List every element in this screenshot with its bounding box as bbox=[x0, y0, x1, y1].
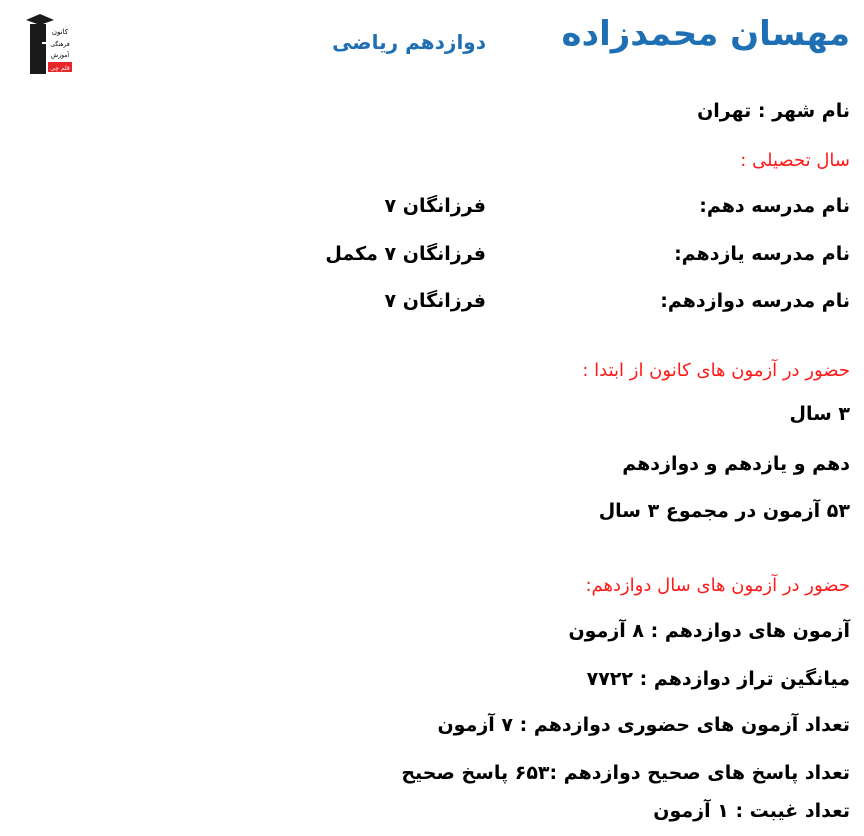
kanoon-history-heading: حضور در آزمون های کانون از ابتدا : bbox=[582, 360, 850, 381]
city-line: نام شهر : تهران bbox=[697, 100, 850, 122]
grade12-avg-taraz: میانگین تراز دوازدهم : ۷۷۲۲ bbox=[586, 668, 850, 690]
school-11-value: فرزانگان ۷ مکمل bbox=[325, 243, 486, 265]
graduate-logo-icon bbox=[24, 12, 74, 78]
grade12-exams: آزمون های دوازدهم : ۸ آزمون bbox=[568, 620, 850, 642]
kanoon-logo bbox=[24, 12, 74, 78]
logo-line2: فرهنگی bbox=[50, 41, 70, 48]
school-10-label: نام مدرسه دهم: bbox=[699, 195, 850, 217]
kanoon-grades: دهم و یازدهم و دوازدهم bbox=[622, 453, 850, 475]
kanoon-total: ۵۳ آزمون در مجموع ۳ سال bbox=[598, 500, 850, 522]
student-name: مهسان محمدزاده bbox=[561, 14, 850, 54]
school-12-label: نام مدرسه دوازدهم: bbox=[660, 290, 850, 312]
grade12-heading: حضور در آزمون های سال دوازدهم: bbox=[585, 575, 850, 596]
logo-line1: کانون bbox=[51, 28, 69, 36]
grade12-correct: تعداد پاسخ های صحیح دوازدهم :۶۵۳ پاسخ صحیح bbox=[401, 762, 850, 784]
school-11-label: نام مدرسه یازدهم: bbox=[674, 243, 850, 265]
logo-badge: قلم چی bbox=[50, 65, 70, 72]
grade12-in-person: تعداد آزمون های حضوری دوازدهم : ۷ آزمون bbox=[437, 714, 850, 736]
school-12-value: فرزانگان ۷ bbox=[384, 290, 486, 312]
grade12-absent: تعداد غیبت : ۱ آزمون bbox=[653, 800, 850, 822]
student-grade: دوازدهم ریاضی bbox=[332, 30, 486, 54]
kanoon-years: ۳ سال bbox=[789, 403, 850, 425]
logo-line3: آموزش bbox=[50, 52, 70, 59]
academic-year-label: سال تحصیلی : bbox=[740, 150, 850, 171]
school-10-value: فرزانگان ۷ bbox=[384, 195, 486, 217]
